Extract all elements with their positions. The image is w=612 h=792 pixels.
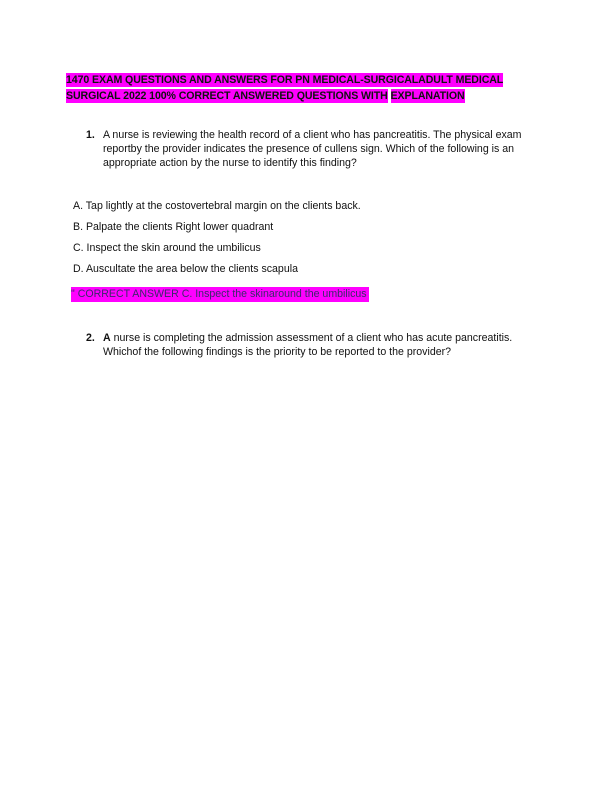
question-text-wrapper (103, 331, 536, 359)
question-text: nurse is completing the admission assessment of a client who has acute pancreatitis. Whichof the following findings is the priority to be reported to the provider? (103, 332, 513, 359)
title-line-2: SURGICAL 2022 100% CORRECT ANSWERED QUESTIONS WITH (66, 89, 388, 102)
option-a: A. Tap lightly at the costovertebral margin on the clients back. (73, 200, 361, 212)
option-c: C. Inspect the skin around the umbilicus (73, 242, 261, 254)
question-text: A nurse is reviewing the health record of a client who has pancreatitis. The physical exam reportby the provider indicates the presence of cullens sign. Which of the following is an appropriate action by the nurse to identify this finding? (103, 129, 522, 170)
title-line-1: 1470 EXAM QUESTIONS AND ANSWERS FOR PN MEDICAL-SURGICALADULT MEDICAL (66, 74, 504, 86)
document-title (66, 73, 546, 104)
question-2 (86, 331, 536, 359)
title-line-2-tail: EXPLANATION (390, 89, 465, 102)
option-b: B. Palpate the clients Right lower quadrant (73, 221, 274, 233)
question-lead: A (103, 332, 111, 344)
question-number: 2. (86, 332, 95, 344)
answer-options (73, 199, 361, 283)
correct-answer: " CORRECT ANSWER C. Inspect the skinaround the umbilicus (71, 288, 367, 300)
question-1 (86, 128, 536, 171)
option-d: D. Auscultate the area below the clients scapula (73, 263, 298, 275)
question-number: 1. (86, 129, 95, 141)
